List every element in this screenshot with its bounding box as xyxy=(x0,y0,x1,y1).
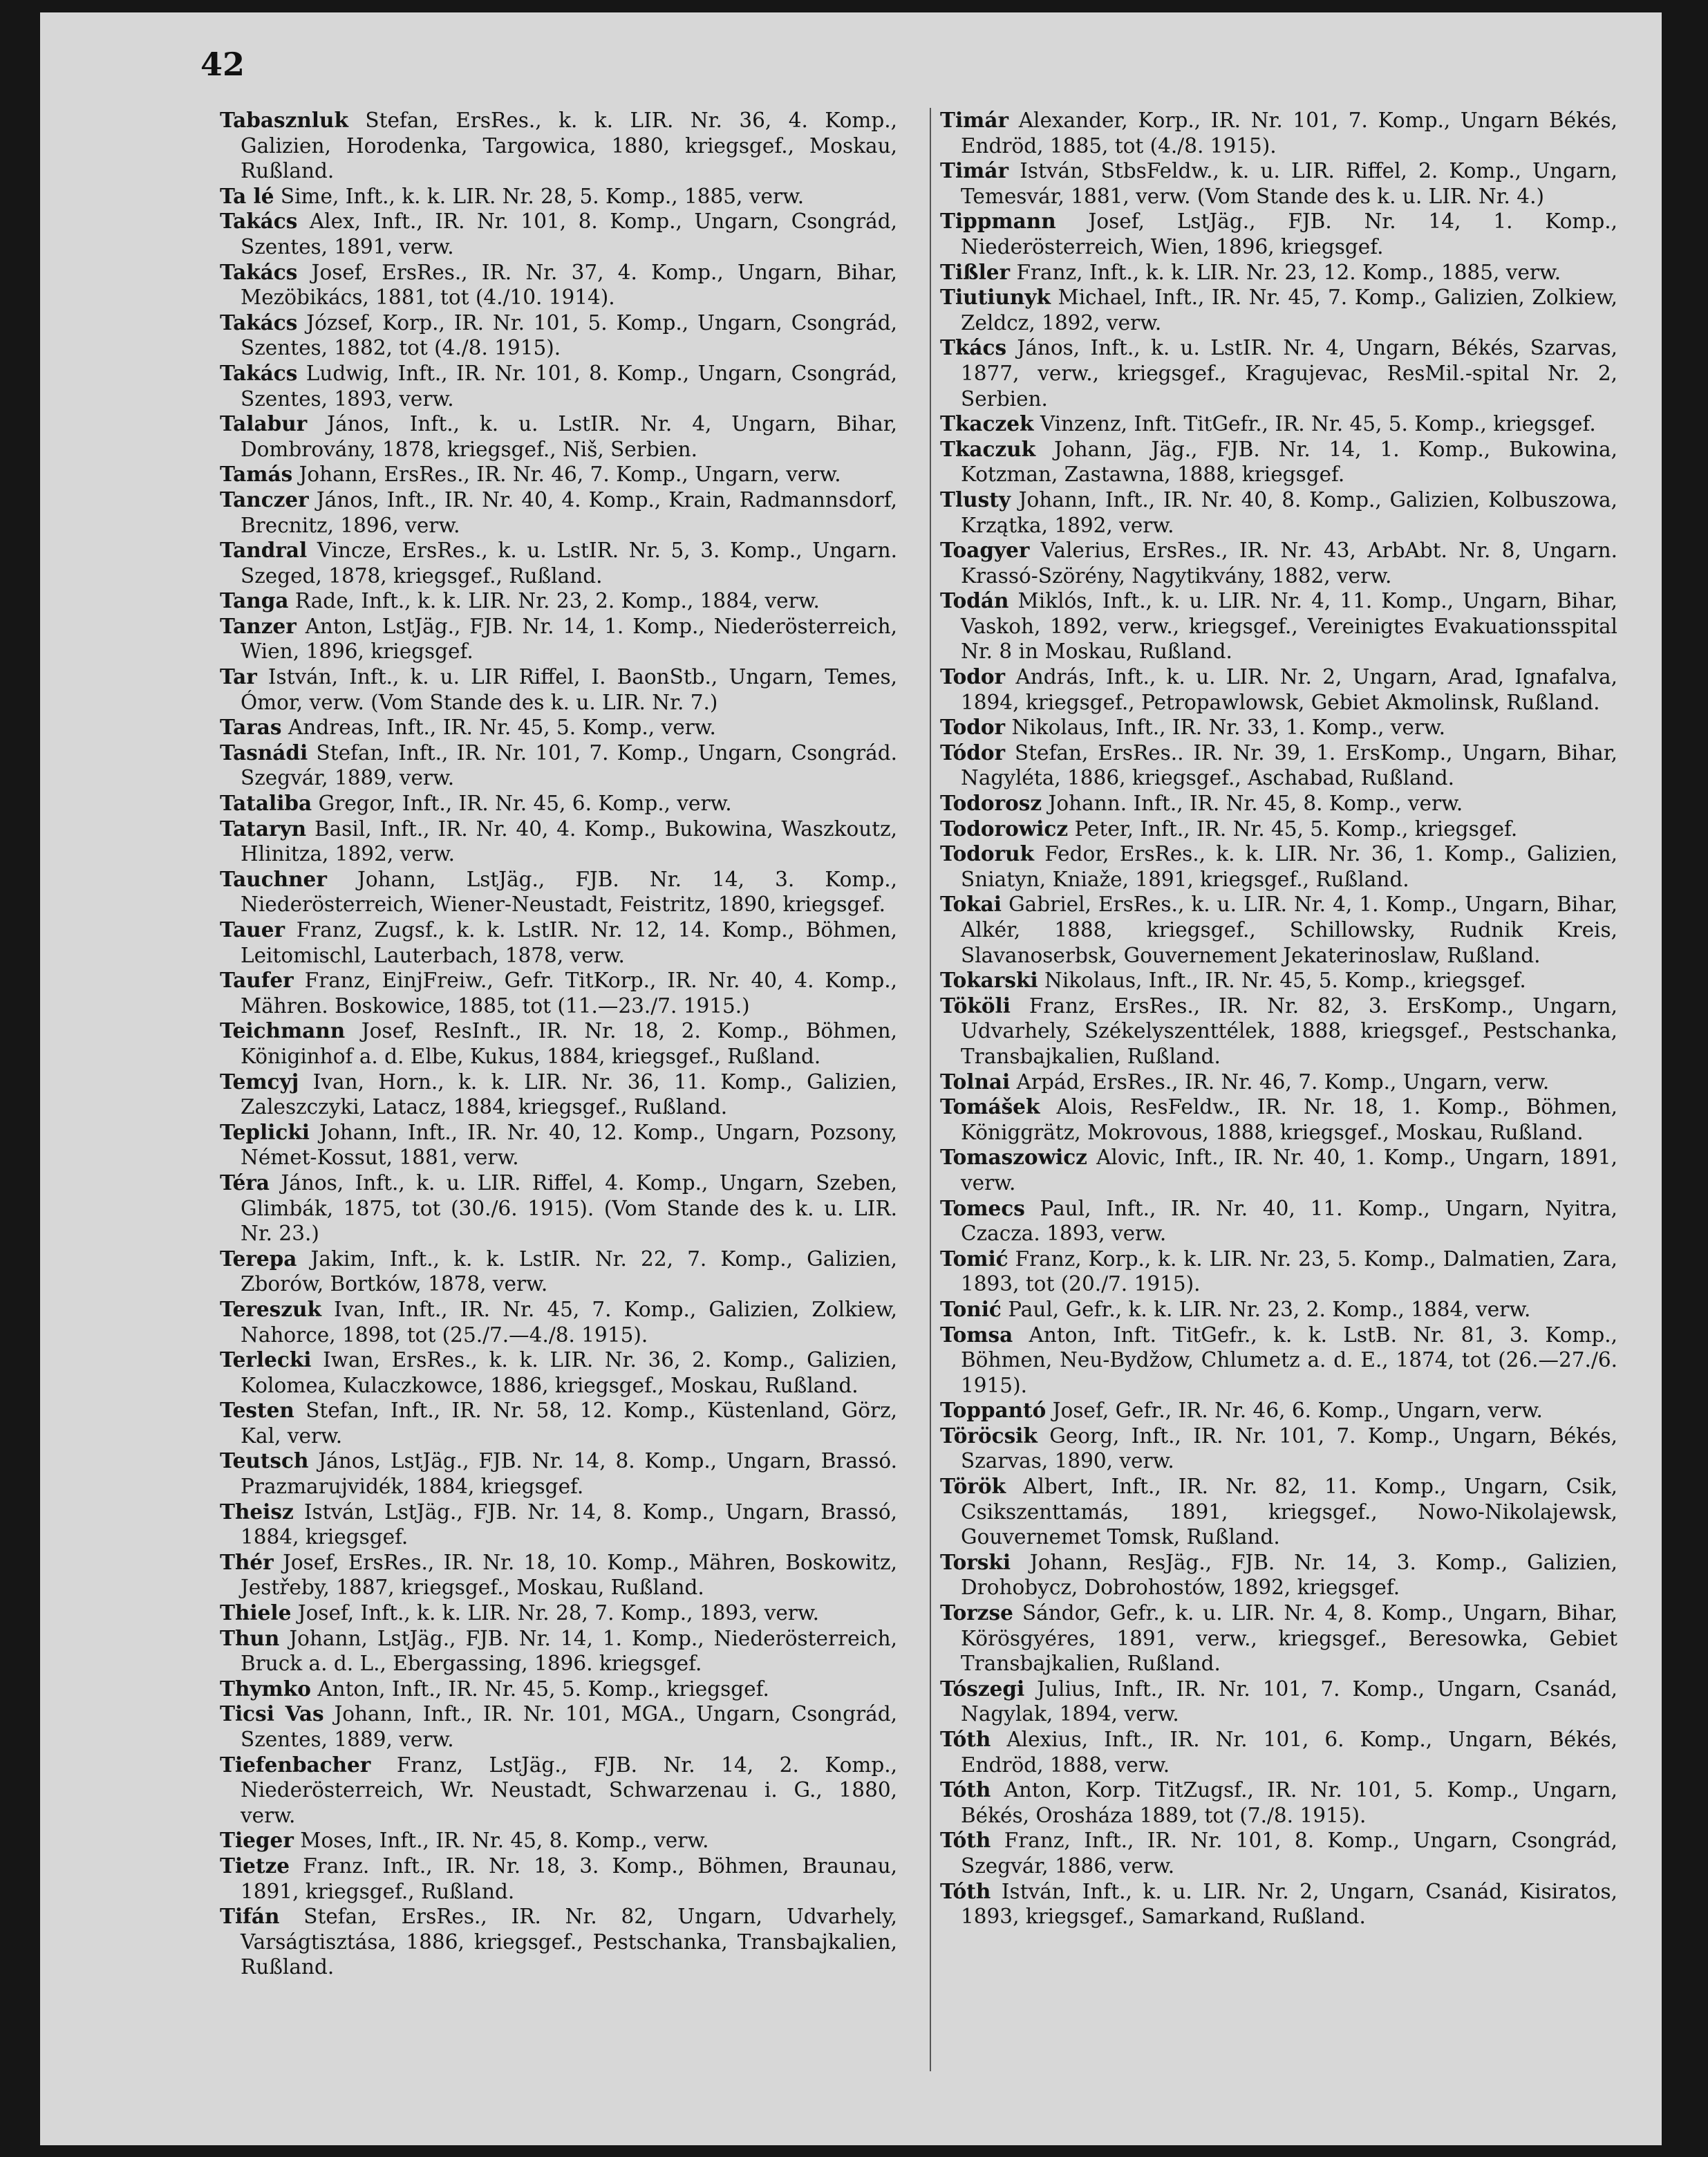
entry-details: Valerius, ErsRes., IR. Nr. 43, ArbAbt. Nr. 8, Ungarn. Krassó-Szörény, Nagytikvány, 1882, verw. xyxy=(961,539,1617,588)
list-entry xyxy=(220,1753,897,1829)
entry-details: István, Inft., k. u. LIR. Nr. 2, Ungarn, Csanád, Kisiratos, 1893, kriegsgef., Samarkand, Rußland. xyxy=(961,1879,1617,1929)
entry-surname: Tasnádi xyxy=(220,740,308,765)
entry-details: Josef, ErsRes., IR. Nr. 18, 10. Komp., Mähren, Boskowitz, Jestřeby, 1887, kriegsgef., Moskau, Rußland. xyxy=(241,1550,897,1600)
entry-details: Ludwig, Inft., IR. Nr. 101, 8. Komp., Ungarn, Csongrád, Szentes, 1893, verw. xyxy=(241,361,897,411)
entry-details: Stefan, ErsRes.. IR. Nr. 39, 1. ErsKomp., Ungarn, Bihar, Nagyléta, 1886, kriegsgef., Aschabad, Rußland. xyxy=(961,740,1617,790)
entry-surname: Takács xyxy=(220,209,298,234)
list-entry xyxy=(940,1196,1617,1246)
entry-details: Sándor, Gefr., k. u. LIR. Nr. 4, 8. Komp., Ungarn, Bihar, Körösgyéres, 1891, verw., kriegsgef., Beresowka, Gebiet Transbajkalien, Rußland. xyxy=(961,1601,1617,1676)
entry-details: Franz, Inft., IR. Nr. 101, 8. Komp., Ungarn, Csongrád, Szegvár, 1886, verw. xyxy=(961,1829,1617,1878)
list-entry xyxy=(220,664,897,715)
list-entry xyxy=(220,361,897,411)
list-entry xyxy=(220,260,897,310)
entry-details: Michael, Inft., IR. Nr. 45, 7. Komp., Galizien, Zolkiew, Zeldcz, 1892, verw. xyxy=(961,286,1617,335)
entry-surname: Testen xyxy=(220,1398,294,1423)
entry-surname: Todor xyxy=(940,664,1006,689)
list-entry xyxy=(220,1018,897,1069)
entry-surname: Toagyer xyxy=(940,538,1030,563)
list-entry xyxy=(940,209,1617,259)
list-entry xyxy=(220,1347,897,1398)
list-entry xyxy=(940,1474,1617,1550)
list-entry xyxy=(220,1170,897,1246)
entry-surname: Tomášek xyxy=(940,1094,1040,1119)
entry-details: Franz, Zugsf., k. k. LstIR. Nr. 12, 14. Komp., Böhmen, Leitomischl, Lauterbach, 1878, verw. xyxy=(241,918,897,967)
list-entry xyxy=(220,614,897,664)
entry-details: István, StbsFeldw., k. u. LIR. Riffel, 2. Komp., Ungarn, Temesvár, 1881, verw. (Vom Stande des k. u. LIR. Nr. 4.) xyxy=(961,159,1617,208)
list-entry xyxy=(940,108,1617,158)
list-entry xyxy=(940,1323,1617,1399)
column-divider xyxy=(930,108,931,2071)
left-column xyxy=(220,108,897,1980)
entry-details: Anton, LstJäg., FJB. Nr. 14, 1. Komp., Niederösterreich, Wien, 1896, kriegsgef. xyxy=(241,614,897,664)
entry-details: Vincze, ErsRes., k. u. LstIR. Nr. 5, 3. Komp., Ungarn. Szeged, 1878, kriegsgef., Rußland. xyxy=(241,539,897,588)
entry-surname: Torski xyxy=(940,1549,1011,1574)
entry-details: József, Korp., IR. Nr. 101, 5. Komp., Ungarn, Csongrád, Szentes, 1882, tot (4./8. 1915). xyxy=(241,310,897,360)
entry-details: Anton, Inft., IR. Nr. 45, 5. Komp., kriegsgef. xyxy=(317,1677,769,1701)
entry-details: István, LstJäg., FJB. Nr. 14, 8. Komp., Ungarn, Brassó, 1884, kriegsgef. xyxy=(241,1500,897,1549)
entry-surname: Todoruk xyxy=(940,841,1034,866)
list-entry xyxy=(220,917,897,968)
entry-surname: Ta lé xyxy=(220,183,274,208)
entry-surname: Tanczer xyxy=(220,487,309,512)
list-entry xyxy=(220,1853,897,1904)
entry-details: Jakim, Inft., k. k. LstIR. Nr. 22, 7. Komp., Galizien, Zborów, Bortków, 1878, verw. xyxy=(241,1246,897,1296)
list-entry xyxy=(940,1600,1617,1677)
list-entry xyxy=(220,487,897,538)
entry-details: Anton, Korp. TitZugsf., IR. Nr. 101, 5. Komp., Ungarn, Békés, Orosháza 1889, tot (7./8. 1915). xyxy=(961,1778,1617,1827)
entry-details: Stefan, ErsRes., IR. Nr. 82, Ungarn, Udvarhely, Varságtisztása, 1886, kriegsgef., Pestschanka, Transbajkalien, Rußland. xyxy=(241,1905,897,1979)
entry-surname: Tonić xyxy=(940,1296,1002,1321)
list-entry xyxy=(940,1246,1617,1297)
entry-details: Vinzenz, Inft. TitGefr., IR. Nr. 45, 5. Komp., kriegsgef. xyxy=(1040,412,1596,436)
list-entry xyxy=(940,740,1617,791)
entry-surname: Téra xyxy=(220,1170,270,1195)
entry-details: Franz, Inft., k. k. LIR. Nr. 23, 12. Komp., 1885, verw. xyxy=(1016,260,1561,284)
entry-surname: Tolnai xyxy=(940,1069,1011,1094)
entry-surname: Takács xyxy=(220,259,298,284)
entry-surname: Talabur xyxy=(220,411,308,436)
entry-surname: Török xyxy=(940,1474,1006,1499)
entry-surname: Ticsi Vas xyxy=(220,1701,324,1726)
list-entry xyxy=(220,816,897,867)
list-entry xyxy=(940,968,1617,993)
list-entry xyxy=(220,1600,897,1626)
list-entry xyxy=(220,588,897,614)
entry-details: Josef, Gefr., IR. Nr. 46, 6. Komp., Ungarn, verw. xyxy=(1052,1399,1543,1423)
list-entry xyxy=(220,1297,897,1347)
entry-surname: Tkaczek xyxy=(940,411,1034,436)
entry-details: Johann. Inft., IR. Nr. 45, 8. Komp., verw. xyxy=(1048,792,1463,816)
entry-details: Franz, Korp., k. k. LIR. Nr. 23, 5. Komp., Dalmatien, Zara, 1893, tot (20./7. 1915). xyxy=(961,1246,1617,1296)
entry-surname: Tißler xyxy=(940,259,1011,284)
entry-surname: Tauer xyxy=(220,917,285,942)
list-entry xyxy=(220,867,897,917)
list-entry xyxy=(940,411,1617,437)
entry-surname: Teutsch xyxy=(220,1448,309,1473)
entry-surname: Taras xyxy=(220,715,282,740)
list-entry xyxy=(220,1500,897,1550)
entry-surname: Temcyj xyxy=(220,1069,299,1094)
entry-details: Anton, Inft. TitGefr., k. k. LstB. Nr. 81, 3. Komp., Böhmen, Neu-Bydžow, Chlumetz a. d. E., 1874, tot (26.—27./6. 1915). xyxy=(961,1323,1617,1397)
list-entry xyxy=(220,1701,897,1752)
entry-details: Franz, EinjFreiw., Gefr. TitKorp., IR. Nr. 40, 4. Komp., Mähren. Boskowice, 1885, tot (11.—23./7. 1915.) xyxy=(241,969,897,1018)
list-entry xyxy=(220,791,897,816)
entry-surname: Tabasznluk xyxy=(220,108,348,132)
entry-surname: Tomsa xyxy=(940,1322,1013,1347)
entry-surname: Tokai xyxy=(940,892,1002,917)
list-entry xyxy=(220,108,897,184)
entry-surname: Taufer xyxy=(220,968,294,993)
list-entry xyxy=(940,841,1617,892)
entry-surname: Thiele xyxy=(220,1600,292,1625)
entry-surname: Timár xyxy=(940,108,1009,132)
entry-details: Paul, Inft., IR. Nr. 40, 11. Komp., Ungarn, Nyitra, Czacza. 1893, verw. xyxy=(961,1196,1617,1246)
entry-surname: Takács xyxy=(220,310,298,335)
list-entry xyxy=(220,740,897,791)
entry-details: Peter, Inft., IR. Nr. 45, 5. Komp., kriegsgef. xyxy=(1074,816,1518,841)
list-entry xyxy=(940,158,1617,209)
list-entry xyxy=(220,1398,897,1448)
list-entry xyxy=(220,1448,897,1499)
entry-details: Stefan, ErsRes., k. k. LIR. Nr. 36, 4. Komp., Galizien, Horodenka, Targowica, 1880, kriegsgef., Moskau, Rußland. xyxy=(241,109,897,183)
entry-details: Johann, Inft., IR. Nr. 40, 12. Komp., Ungarn, Pozsony, Német-Kossut, 1881, verw. xyxy=(241,1120,897,1170)
entry-surname: Tanzer xyxy=(220,613,297,638)
entry-details: Nikolaus, Inft., IR. Nr. 33, 1. Komp., verw. xyxy=(1011,716,1446,740)
entry-surname: Tar xyxy=(220,664,257,689)
list-entry xyxy=(940,1398,1617,1423)
list-entry xyxy=(940,260,1617,286)
document-page xyxy=(40,12,1662,2145)
entry-details: Ivan, Inft., IR. Nr. 45, 7. Komp., Galizien, Zolkiew, Nahorce, 1898, tot (25./7.—4./8. 1915). xyxy=(241,1297,897,1347)
entry-surname: Tataryn xyxy=(220,816,307,841)
entry-surname: Tököli xyxy=(940,993,1011,1018)
entry-surname: Todorowicz xyxy=(940,816,1069,841)
list-entry xyxy=(220,1904,897,1980)
entry-surname: Thymko xyxy=(220,1676,311,1701)
entry-details: János, LstJäg., FJB. Nr. 14, 8. Komp., Ungarn, Brassó. Prazmarujvidék, 1884, kriegsgef. xyxy=(241,1449,897,1499)
list-entry xyxy=(220,411,897,462)
list-entry xyxy=(940,1145,1617,1195)
entry-details: Johann, Inft., IR. Nr. 40, 8. Komp., Galizien, Kolbuszowa, Krzątka, 1892, verw. xyxy=(961,487,1617,537)
list-entry xyxy=(220,1626,897,1677)
list-entry xyxy=(940,1677,1617,1727)
entry-surname: Tauchner xyxy=(220,866,327,891)
entry-surname: Tószegi xyxy=(940,1676,1025,1701)
entry-details: Franz, ErsRes., IR. Nr. 82, 3. ErsKomp., Ungarn, Udvarhely, Székelyszenttélek, 1888, kriegsgef., Pestschanka, Transbajkalien, Rußland. xyxy=(961,993,1617,1068)
list-entry xyxy=(940,1828,1617,1878)
list-entry xyxy=(940,487,1617,538)
entry-details: Sime, Inft., k. k. LIR. Nr. 28, 5. Komp., 1885, verw. xyxy=(280,184,805,208)
entry-surname: Tomić xyxy=(940,1246,1008,1271)
page-number: 42 xyxy=(200,46,245,83)
entry-surname: Teichmann xyxy=(220,1018,346,1043)
list-entry xyxy=(220,184,897,209)
entry-surname: Tieger xyxy=(220,1828,294,1853)
entry-surname: Todor xyxy=(940,715,1006,740)
entry-details: Nikolaus, Inft., IR. Nr. 45, 5. Komp., kriegsgef. xyxy=(1044,969,1526,993)
entry-surname: Tifán xyxy=(220,1904,280,1929)
entry-surname: Tódor xyxy=(940,740,1006,765)
entry-details: Johann, Inft., IR. Nr. 101, MGA., Ungarn, Csongrád, Szentes, 1889, verw. xyxy=(241,1702,897,1751)
list-entry xyxy=(220,1550,897,1600)
entry-details: János, Inft., k. u. LstIR. Nr. 4, Ungarn, Bihar, Dombrovány, 1878, kriegsgef., Niš, Serbien. xyxy=(241,412,897,461)
entry-details: Johann, ErsRes., IR. Nr. 46, 7. Komp., Ungarn, verw. xyxy=(299,463,841,487)
entry-details: Moses, Inft., IR. Nr. 45, 8. Komp., verw. xyxy=(300,1829,709,1853)
entry-details: Miklós, Inft., k. u. LIR. Nr. 4, 11. Komp., Ungarn, Bihar, Vaskoh, 1892, verw., kriegsgef., Vereinigtes Evakuationsspital Nr. 8 in Moskau, Rußland. xyxy=(961,589,1617,664)
entry-details: Julius, Inft., IR. Nr. 101, 7. Komp., Ungarn, Csanád, Nagylak, 1894, verw. xyxy=(961,1677,1617,1726)
entry-details: Josef, LstJäg., FJB. Nr. 14, 1. Komp., Niederösterreich, Wien, 1896, kriegsgef. xyxy=(961,209,1617,259)
entry-details: Fedor, ErsRes., k. k. LIR. Nr. 36, 1. Komp., Galizien, Sniatyn, Kniaže, 1891, kriegsgef., Rußland. xyxy=(961,842,1617,891)
list-entry xyxy=(940,816,1617,842)
list-entry xyxy=(940,791,1617,816)
entry-surname: Tlusty xyxy=(940,487,1011,512)
entry-details: Iwan, ErsRes., k. k. LIR. Nr. 36, 2. Komp., Galizien, Kolomea, Kulaczkowce, 1886, kriegsgef., Moskau, Rußland. xyxy=(241,1348,897,1397)
entry-details: János, Inft., k. u. LIR. Riffel, 4. Komp., Ungarn, Szeben, Glimbák, 1875, tot (30./6. 1915). (Vom Stande des k. u. LIR. Nr. 23.) xyxy=(241,1170,897,1246)
list-entry xyxy=(220,715,897,740)
entry-surname: Tandral xyxy=(220,538,308,563)
list-entry xyxy=(220,1120,897,1170)
entry-surname: Tkács xyxy=(940,335,1007,360)
entry-surname: Terlecki xyxy=(220,1347,312,1372)
entry-details: Alexius, Inft., IR. Nr. 101, 6. Komp., Ungarn, Békés, Endröd, 1888, verw. xyxy=(961,1728,1617,1777)
entry-surname: Timár xyxy=(940,158,1009,183)
entry-surname: Tataliba xyxy=(220,791,312,816)
entry-details: Johann, LstJäg., FJB. Nr. 14, 3. Komp., Niederösterreich, Wiener-Neustadt, Feistritz, 1890, kriegsgef. xyxy=(241,867,897,917)
entry-details: Alois, ResFeldw., IR. Nr. 18, 1. Komp., Böhmen, Königgrätz, Mokrovous, 1888, kriegsgef., Moskau, Rußland. xyxy=(961,1095,1617,1144)
list-entry xyxy=(940,285,1617,335)
entry-surname: Torzse xyxy=(940,1600,1013,1625)
list-entry xyxy=(220,310,897,361)
list-entry xyxy=(940,1094,1617,1145)
entry-details: Alex, Inft., IR. Nr. 101, 8. Komp., Ungarn, Csongrád, Szentes, 1891, verw. xyxy=(241,209,898,259)
entry-details: Josef, ErsRes., IR. Nr. 37, 4. Komp., Ungarn, Bihar, Mezöbikács, 1881, tot (4./10. 1914). xyxy=(241,260,897,310)
entry-details: Stefan, Inft., IR. Nr. 101, 7. Komp., Ungarn, Csongrád. Szegvár, 1889, verw. xyxy=(241,740,897,790)
entry-surname: Thér xyxy=(220,1549,274,1574)
list-entry xyxy=(220,209,897,259)
entry-details: János, Inft., k. u. LstIR. Nr. 4, Ungarn, Békés, Szarvas, 1877, verw., kriegsgef., Kragujevac, ResMil.-spital Nr. 2, Serbien. xyxy=(961,336,1617,411)
entry-details: Gabriel, ErsRes., k. u. LIR. Nr. 4, 1. Komp., Ungarn, Bihar, Alkér, 1888, kriegsgef., Schillowsky, Rudnik Kreis, Slavanoserbsk, Gouvernement Jekaterinoslaw, Rußland. xyxy=(961,893,1617,967)
entry-surname: Tereszuk xyxy=(220,1296,321,1321)
entry-surname: Tiefenbacher xyxy=(220,1752,371,1777)
entry-surname: Thun xyxy=(220,1625,280,1650)
list-entry xyxy=(940,892,1617,968)
entry-surname: Takács xyxy=(220,360,298,385)
list-entry xyxy=(220,462,897,487)
entry-surname: Tóth xyxy=(940,1878,991,1903)
entry-surname: Tamás xyxy=(220,462,293,487)
entry-details: István, Inft., k. u. LIR Riffel, I. BaonStb., Ungarn, Temes, Ómor, verw. (Vom Stande des k. u. LIR. Nr. 7.) xyxy=(241,665,897,714)
entry-details: Franz, LstJäg., FJB. Nr. 14, 2. Komp., Niederösterreich, Wr. Neustadt, Schwarzenau i. G., 1880, verw. xyxy=(241,1753,897,1827)
entry-surname: Tietze xyxy=(220,1853,290,1878)
entry-details: Franz. Inft., IR. Nr. 18, 3. Komp., Böhmen, Braunau, 1891, kriegsgef., Rußland. xyxy=(241,1853,897,1903)
entry-surname: Tomaszowicz xyxy=(940,1145,1087,1170)
list-entry xyxy=(940,335,1617,411)
list-entry xyxy=(940,1777,1617,1828)
list-entry xyxy=(220,538,897,588)
entry-details: Johann, Jäg., FJB. Nr. 14, 1. Komp., Bukowina, Kotzman, Zastawna, 1888, kriegsgef. xyxy=(961,437,1617,487)
entry-details: Arpád, ErsRes., IR. Nr. 46, 7. Komp., Ungarn, verw. xyxy=(1016,1070,1550,1094)
entry-details: Ivan, Horn., k. k. LIR. Nr. 36, 11. Komp., Galizien, Zaleszczyki, Latacz, 1884, kriegsgef., Rußland. xyxy=(241,1070,897,1119)
list-entry xyxy=(220,1246,897,1297)
list-entry xyxy=(940,437,1617,487)
list-entry xyxy=(940,715,1617,740)
entry-surname: Tóth xyxy=(940,1727,991,1751)
entry-surname: Terepa xyxy=(220,1246,297,1271)
list-entry xyxy=(220,1677,897,1702)
entry-surname: Tkaczuk xyxy=(940,436,1036,461)
entry-details: Paul, Gefr., k. k. LIR. Nr. 23, 2. Komp., 1884, verw. xyxy=(1008,1297,1531,1321)
list-entry xyxy=(940,993,1617,1070)
entry-surname: Theisz xyxy=(220,1499,294,1524)
entry-details: Rade, Inft., k. k. LIR. Nr. 23, 2. Komp., 1884, verw. xyxy=(294,589,820,613)
entry-details: Alexander, Korp., IR. Nr. 101, 7. Komp., Ungarn Békés, Endröd, 1885, tot (4./8. 1915). xyxy=(961,109,1617,158)
entry-surname: Tóth xyxy=(940,1828,991,1853)
entry-surname: Todorosz xyxy=(940,791,1042,816)
entry-details: Johann, ResJäg., FJB. Nr. 14, 3. Komp., Galizien, Drohobycz, Dobrohostów, 1892, kriegsgef. xyxy=(961,1550,1617,1600)
right-column xyxy=(940,108,1617,1930)
entry-details: Alovic, Inft., IR. Nr. 40, 1. Komp., Ungarn, 1891, verw. xyxy=(961,1146,1617,1195)
list-entry xyxy=(220,968,897,1018)
entry-details: Georg, Inft., IR. Nr. 101, 7. Komp., Ungarn, Békés, Szarvas, 1890, verw. xyxy=(961,1423,1617,1473)
list-entry xyxy=(940,538,1617,588)
entry-surname: Tanga xyxy=(220,588,289,613)
entry-details: Johann, LstJäg., FJB. Nr. 14, 1. Komp., Niederösterreich, Bruck a. d. L., Ebergassing, 1896. kriegsgef. xyxy=(241,1626,897,1676)
entry-surname: Töröcsik xyxy=(940,1423,1038,1448)
entry-details: Andreas, Inft., IR. Nr. 45, 5. Komp., verw. xyxy=(288,716,716,740)
entry-details: András, Inft., k. u. LIR. Nr. 2, Ungarn, Arad, Ignafalva, 1894, kriegsgef., Petropawlowsk, Gebiet Akmolinsk, Rußland. xyxy=(961,665,1617,714)
entry-surname: Teplicki xyxy=(220,1119,310,1144)
list-entry xyxy=(940,588,1617,664)
list-entry xyxy=(940,1727,1617,1777)
list-entry xyxy=(220,1828,897,1853)
entry-details: Stefan, Inft., IR. Nr. 58, 12. Komp., Küstenland, Görz, Kal, verw. xyxy=(241,1399,897,1448)
entry-surname: Toppantó xyxy=(940,1398,1047,1423)
entry-surname: Tóth xyxy=(940,1777,991,1802)
entry-surname: Tomecs xyxy=(940,1195,1025,1220)
list-entry xyxy=(220,1070,897,1120)
entry-details: Gregor, Inft., IR. Nr. 45, 6. Komp., verw. xyxy=(318,792,732,816)
entry-surname: Todán xyxy=(940,588,1009,613)
entry-details: Josef, Inft., k. k. LIR. Nr. 28, 7. Komp., 1893, verw. xyxy=(297,1601,820,1625)
entry-details: János, Inft., IR. Nr. 40, 4. Komp., Krain, Radmannsdorf, Brecnitz, 1896, verw. xyxy=(241,487,897,537)
entry-surname: Tokarski xyxy=(940,968,1038,993)
entry-surname: Tippmann xyxy=(940,209,1056,234)
entry-details: Albert, Inft., IR. Nr. 82, 11. Komp., Ungarn, Csik, Csikszenttamás, 1891, kriegsgef., Nowo-Nikolajewsk, Gouvernemet Tomsk, Rußland. xyxy=(961,1475,1617,1549)
list-entry xyxy=(940,1070,1617,1095)
list-entry xyxy=(940,1423,1617,1474)
list-entry xyxy=(940,664,1617,715)
entry-surname: Tiutiunyk xyxy=(940,285,1051,310)
entry-details: Josef, ResInft., IR. Nr. 18, 2. Komp., Böhmen, Königinhof a. d. Elbe, Kukus, 1884, kriegsgef., Rußland. xyxy=(241,1019,897,1068)
list-entry xyxy=(940,1879,1617,1930)
list-entry xyxy=(940,1550,1617,1600)
entry-details: Basil, Inft., IR. Nr. 40, 4. Komp., Bukowina, Waszkoutz, Hlinitza, 1892, verw. xyxy=(241,816,897,866)
list-entry xyxy=(940,1297,1617,1323)
